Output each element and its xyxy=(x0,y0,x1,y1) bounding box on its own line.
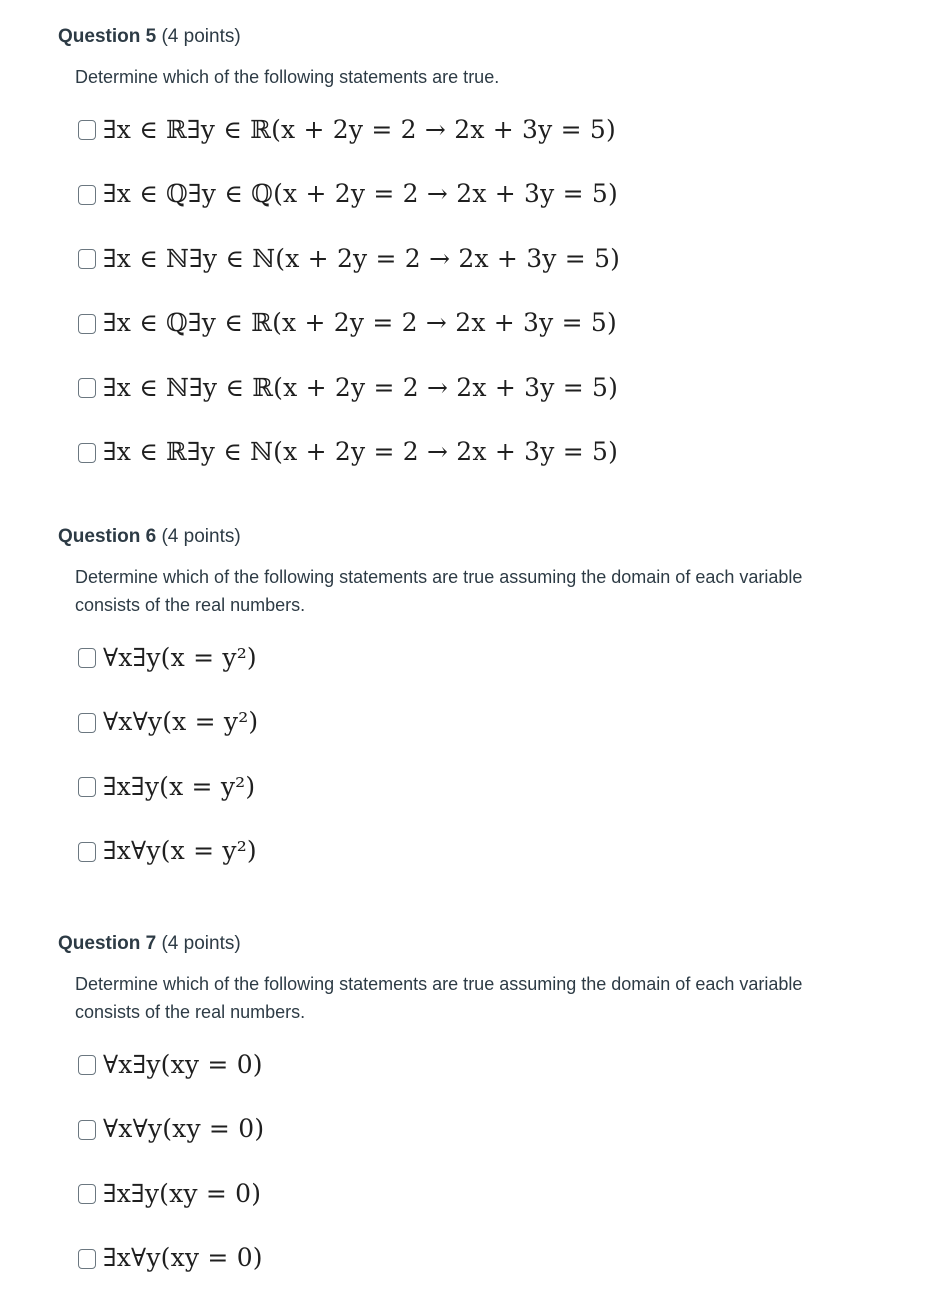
question-6 xyxy=(58,524,878,895)
checkbox[interactable] xyxy=(78,443,96,463)
question-prompt: Determine which of the following statements are true assuming the domain of each variable consists of the real numbers. xyxy=(75,974,803,1022)
answer-option[interactable] xyxy=(78,831,878,871)
option-text: ∀x∃y(xy = 0) xyxy=(103,1049,263,1079)
answer-option[interactable] xyxy=(78,1109,878,1149)
checkbox[interactable] xyxy=(78,1184,96,1204)
option-text: ∀x∀y(x = y²) xyxy=(103,707,259,737)
answer-option[interactable] xyxy=(78,432,878,472)
answer-option[interactable] xyxy=(78,303,878,343)
checkbox[interactable] xyxy=(78,120,96,140)
answer-option[interactable] xyxy=(78,238,878,278)
checkbox[interactable] xyxy=(78,713,96,733)
question-header xyxy=(58,931,878,957)
answer-option[interactable] xyxy=(78,702,878,742)
option-text: ∃x ∈ ℝ∃y ∈ ℕ(x + 2y = 2 → 2x + 3y = 5) xyxy=(103,437,619,467)
answer-options xyxy=(78,637,878,871)
answer-option[interactable] xyxy=(78,1173,878,1213)
answer-options xyxy=(78,109,878,472)
option-text: ∃x∀y(x = y²) xyxy=(103,836,257,866)
checkbox[interactable] xyxy=(78,648,96,668)
answer-option[interactable] xyxy=(78,1044,878,1084)
checkbox[interactable] xyxy=(78,185,96,205)
checkbox[interactable] xyxy=(78,1249,96,1269)
question-title: Question 6 xyxy=(58,526,157,547)
answer-option[interactable] xyxy=(78,766,878,806)
answer-options xyxy=(78,1044,878,1278)
option-text: ∃x∃y(x = y²) xyxy=(103,771,256,801)
question-points: (4 points) xyxy=(161,526,241,547)
question-prompt: Determine which of the following statements are true assuming the domain of each variable consists of the real numbers. xyxy=(75,567,803,615)
checkbox[interactable] xyxy=(78,314,96,334)
option-text: ∃x ∈ ℕ∃y ∈ ℝ(x + 2y = 2 → 2x + 3y = 5) xyxy=(103,372,619,402)
question-header xyxy=(58,24,878,50)
option-text: ∃x ∈ ℚ∃y ∈ ℚ(x + 2y = 2 → 2x + 3y = 5) xyxy=(103,179,618,209)
checkbox[interactable] xyxy=(78,1055,96,1075)
answer-option[interactable] xyxy=(78,109,878,149)
question-prompt: Determine which of the following statements are true. xyxy=(75,67,500,87)
question-title: Question 7 xyxy=(58,933,157,954)
option-text: ∃x ∈ ℚ∃y ∈ ℝ(x + 2y = 2 → 2x + 3y = 5) xyxy=(103,308,617,338)
answer-option[interactable] xyxy=(78,367,878,407)
option-text: ∃x∃y(xy = 0) xyxy=(103,1178,262,1208)
option-text: ∃x∀y(xy = 0) xyxy=(103,1243,263,1273)
answer-option[interactable] xyxy=(78,174,878,214)
option-text: ∃x ∈ ℕ∃y ∈ ℕ(x + 2y = 2 → 2x + 3y = 5) xyxy=(103,243,621,273)
question-header xyxy=(58,524,878,550)
option-text: ∀x∃y(x = y²) xyxy=(103,642,257,672)
question-5 xyxy=(58,24,878,497)
checkbox[interactable] xyxy=(78,842,96,862)
checkbox[interactable] xyxy=(78,1120,96,1140)
checkbox[interactable] xyxy=(78,378,96,398)
question-points: (4 points) xyxy=(161,26,241,47)
checkbox[interactable] xyxy=(78,777,96,797)
answer-option[interactable] xyxy=(78,1238,878,1278)
question-points: (4 points) xyxy=(161,933,241,954)
answer-option[interactable] xyxy=(78,637,878,677)
checkbox[interactable] xyxy=(78,249,96,269)
question-7 xyxy=(58,931,878,1302)
question-title: Question 5 xyxy=(58,26,157,47)
option-text: ∃x ∈ ℝ∃y ∈ ℝ(x + 2y = 2 → 2x + 3y = 5) xyxy=(103,114,616,144)
option-text: ∀x∀y(xy = 0) xyxy=(103,1114,265,1144)
